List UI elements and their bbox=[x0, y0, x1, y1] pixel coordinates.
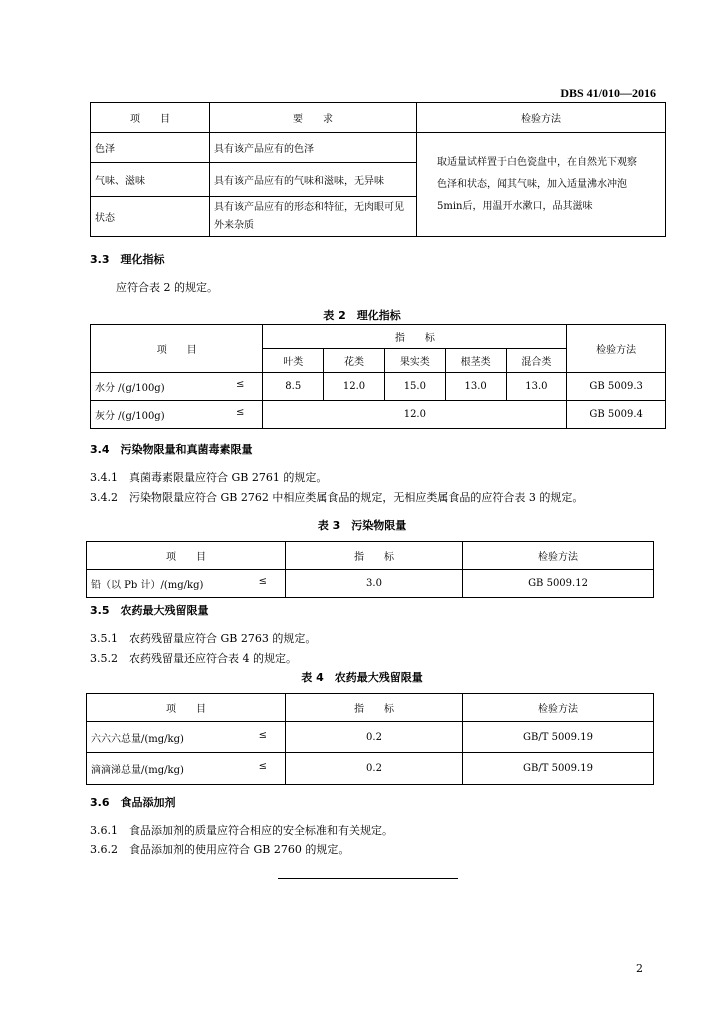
t4-row-item: 六六六总量/(mg/kg) ≤ bbox=[87, 722, 286, 753]
t3-method: GB 5009.12 bbox=[463, 570, 654, 598]
section-3-4-title: 3.4 污染物限量和真菌毒素限量 bbox=[90, 443, 253, 456]
standard-code: DBS 41/010—2016 bbox=[560, 86, 656, 100]
t2-sub-header: 根茎类 bbox=[445, 349, 506, 373]
t4-row-item: 滴滴涕总量/(mg/kg) ≤ bbox=[87, 753, 286, 785]
section-3-6-2: 3.6.2 食品添加剂的使用应符合 GB 2760 的规定。 bbox=[90, 843, 350, 856]
t1-row-item: 气味、滋味 bbox=[91, 163, 210, 197]
t4-method: GB/T 5009.19 bbox=[463, 722, 654, 753]
t1-header-method: 检验方法 bbox=[417, 103, 666, 133]
t2-value: 13.0 bbox=[506, 373, 567, 401]
t2-value: 15.0 bbox=[384, 373, 445, 401]
sensory-table bbox=[90, 102, 666, 237]
t2-header-index: 指 标 bbox=[263, 325, 567, 349]
t2-value: 12.0 bbox=[324, 373, 385, 401]
section-3-6-1: 3.6.1 食品添加剂的质量应符合相应的安全标准和有关规定。 bbox=[90, 824, 393, 837]
t2-value: 8.5 bbox=[263, 373, 324, 401]
t2-method: GB 5009.3 bbox=[567, 373, 666, 401]
t3-row-item: 铅（以 Pb 计）/(mg/kg) ≤ bbox=[87, 570, 286, 598]
table3-caption: 表 3 污染物限量 bbox=[317, 519, 407, 532]
t3-header-item: 项 目 bbox=[87, 542, 286, 570]
table2-caption: 表 2 理化指标 bbox=[323, 309, 401, 322]
t2-value: 13.0 bbox=[445, 373, 506, 401]
t2-header-item: 项 目 bbox=[91, 325, 263, 373]
pesticide-table bbox=[86, 693, 654, 785]
t2-value-merged: 12.0 bbox=[263, 401, 567, 429]
contaminant-table bbox=[86, 541, 654, 598]
t1-row-item: 色泽 bbox=[91, 133, 210, 163]
t4-header-index: 指 标 bbox=[286, 694, 463, 722]
end-rule bbox=[278, 878, 458, 879]
t3-header-method: 检验方法 bbox=[463, 542, 654, 570]
t1-header-req: 要 求 bbox=[210, 103, 417, 133]
t4-header-item: 项 目 bbox=[87, 694, 286, 722]
section-3-5-1: 3.5.1 农药残留量应符合 GB 2763 的规定。 bbox=[90, 632, 317, 645]
t1-row-req: 具有该产品应有的色泽 bbox=[210, 133, 417, 163]
t1-row-req: 具有该产品应有的形态和特征，无肉眼可见外来杂质 bbox=[210, 197, 417, 237]
section-3-4-1: 3.4.1 真菌毒素限量应符合 GB 2761 的规定。 bbox=[90, 471, 328, 484]
t2-row-item: 灰分 /(g/100g) ≤ bbox=[91, 401, 263, 429]
physchem-table bbox=[90, 324, 666, 429]
t3-header-index: 指 标 bbox=[286, 542, 463, 570]
section-3-3-para: 应符合表 2 的规定。 bbox=[116, 281, 218, 294]
t2-header-method: 检验方法 bbox=[567, 325, 666, 373]
section-3-4-2: 3.4.2 污染物限量应符合 GB 2762 中相应类属食品的规定，无相应类属食品的应符合表 3 的规定。 bbox=[90, 491, 584, 504]
t2-sub-header: 花类 bbox=[324, 349, 385, 373]
t4-header-method: 检验方法 bbox=[463, 694, 654, 722]
section-3-5-title: 3.5 农药最大残留限量 bbox=[90, 604, 209, 617]
t2-row-item: 水分 /(g/100g) ≤ bbox=[91, 373, 263, 401]
section-3-5-2: 3.5.2 农药残留量还应符合表 4 的规定。 bbox=[90, 652, 297, 665]
t2-sub-header: 叶类 bbox=[263, 349, 324, 373]
t1-header-item: 项 目 bbox=[91, 103, 210, 133]
t2-sub-header: 混合类 bbox=[506, 349, 567, 373]
section-3-3-title: 3.3 理化指标 bbox=[90, 253, 165, 266]
t4-value: 0.2 bbox=[286, 722, 463, 753]
t2-sub-header: 果实类 bbox=[384, 349, 445, 373]
table4-caption: 表 4 农药最大残留限量 bbox=[301, 671, 423, 684]
t2-method: GB 5009.4 bbox=[567, 401, 666, 429]
t4-value: 0.2 bbox=[286, 753, 463, 785]
t1-row-req: 具有该产品应有的气味和滋味，无异味 bbox=[210, 163, 417, 197]
t3-value: 3.0 bbox=[286, 570, 463, 598]
t1-method-cell: 取适量试样置于白色瓷盘中，在自然光下观察色泽和状态，闻其气味，加入适量沸水冲泡5min后，用温开水漱口，品其滋味 bbox=[417, 133, 666, 237]
section-3-6-title: 3.6 食品添加剂 bbox=[90, 796, 176, 809]
page-number: 2 bbox=[636, 962, 643, 975]
t4-method: GB/T 5009.19 bbox=[463, 753, 654, 785]
t1-row-item: 状态 bbox=[91, 197, 210, 237]
